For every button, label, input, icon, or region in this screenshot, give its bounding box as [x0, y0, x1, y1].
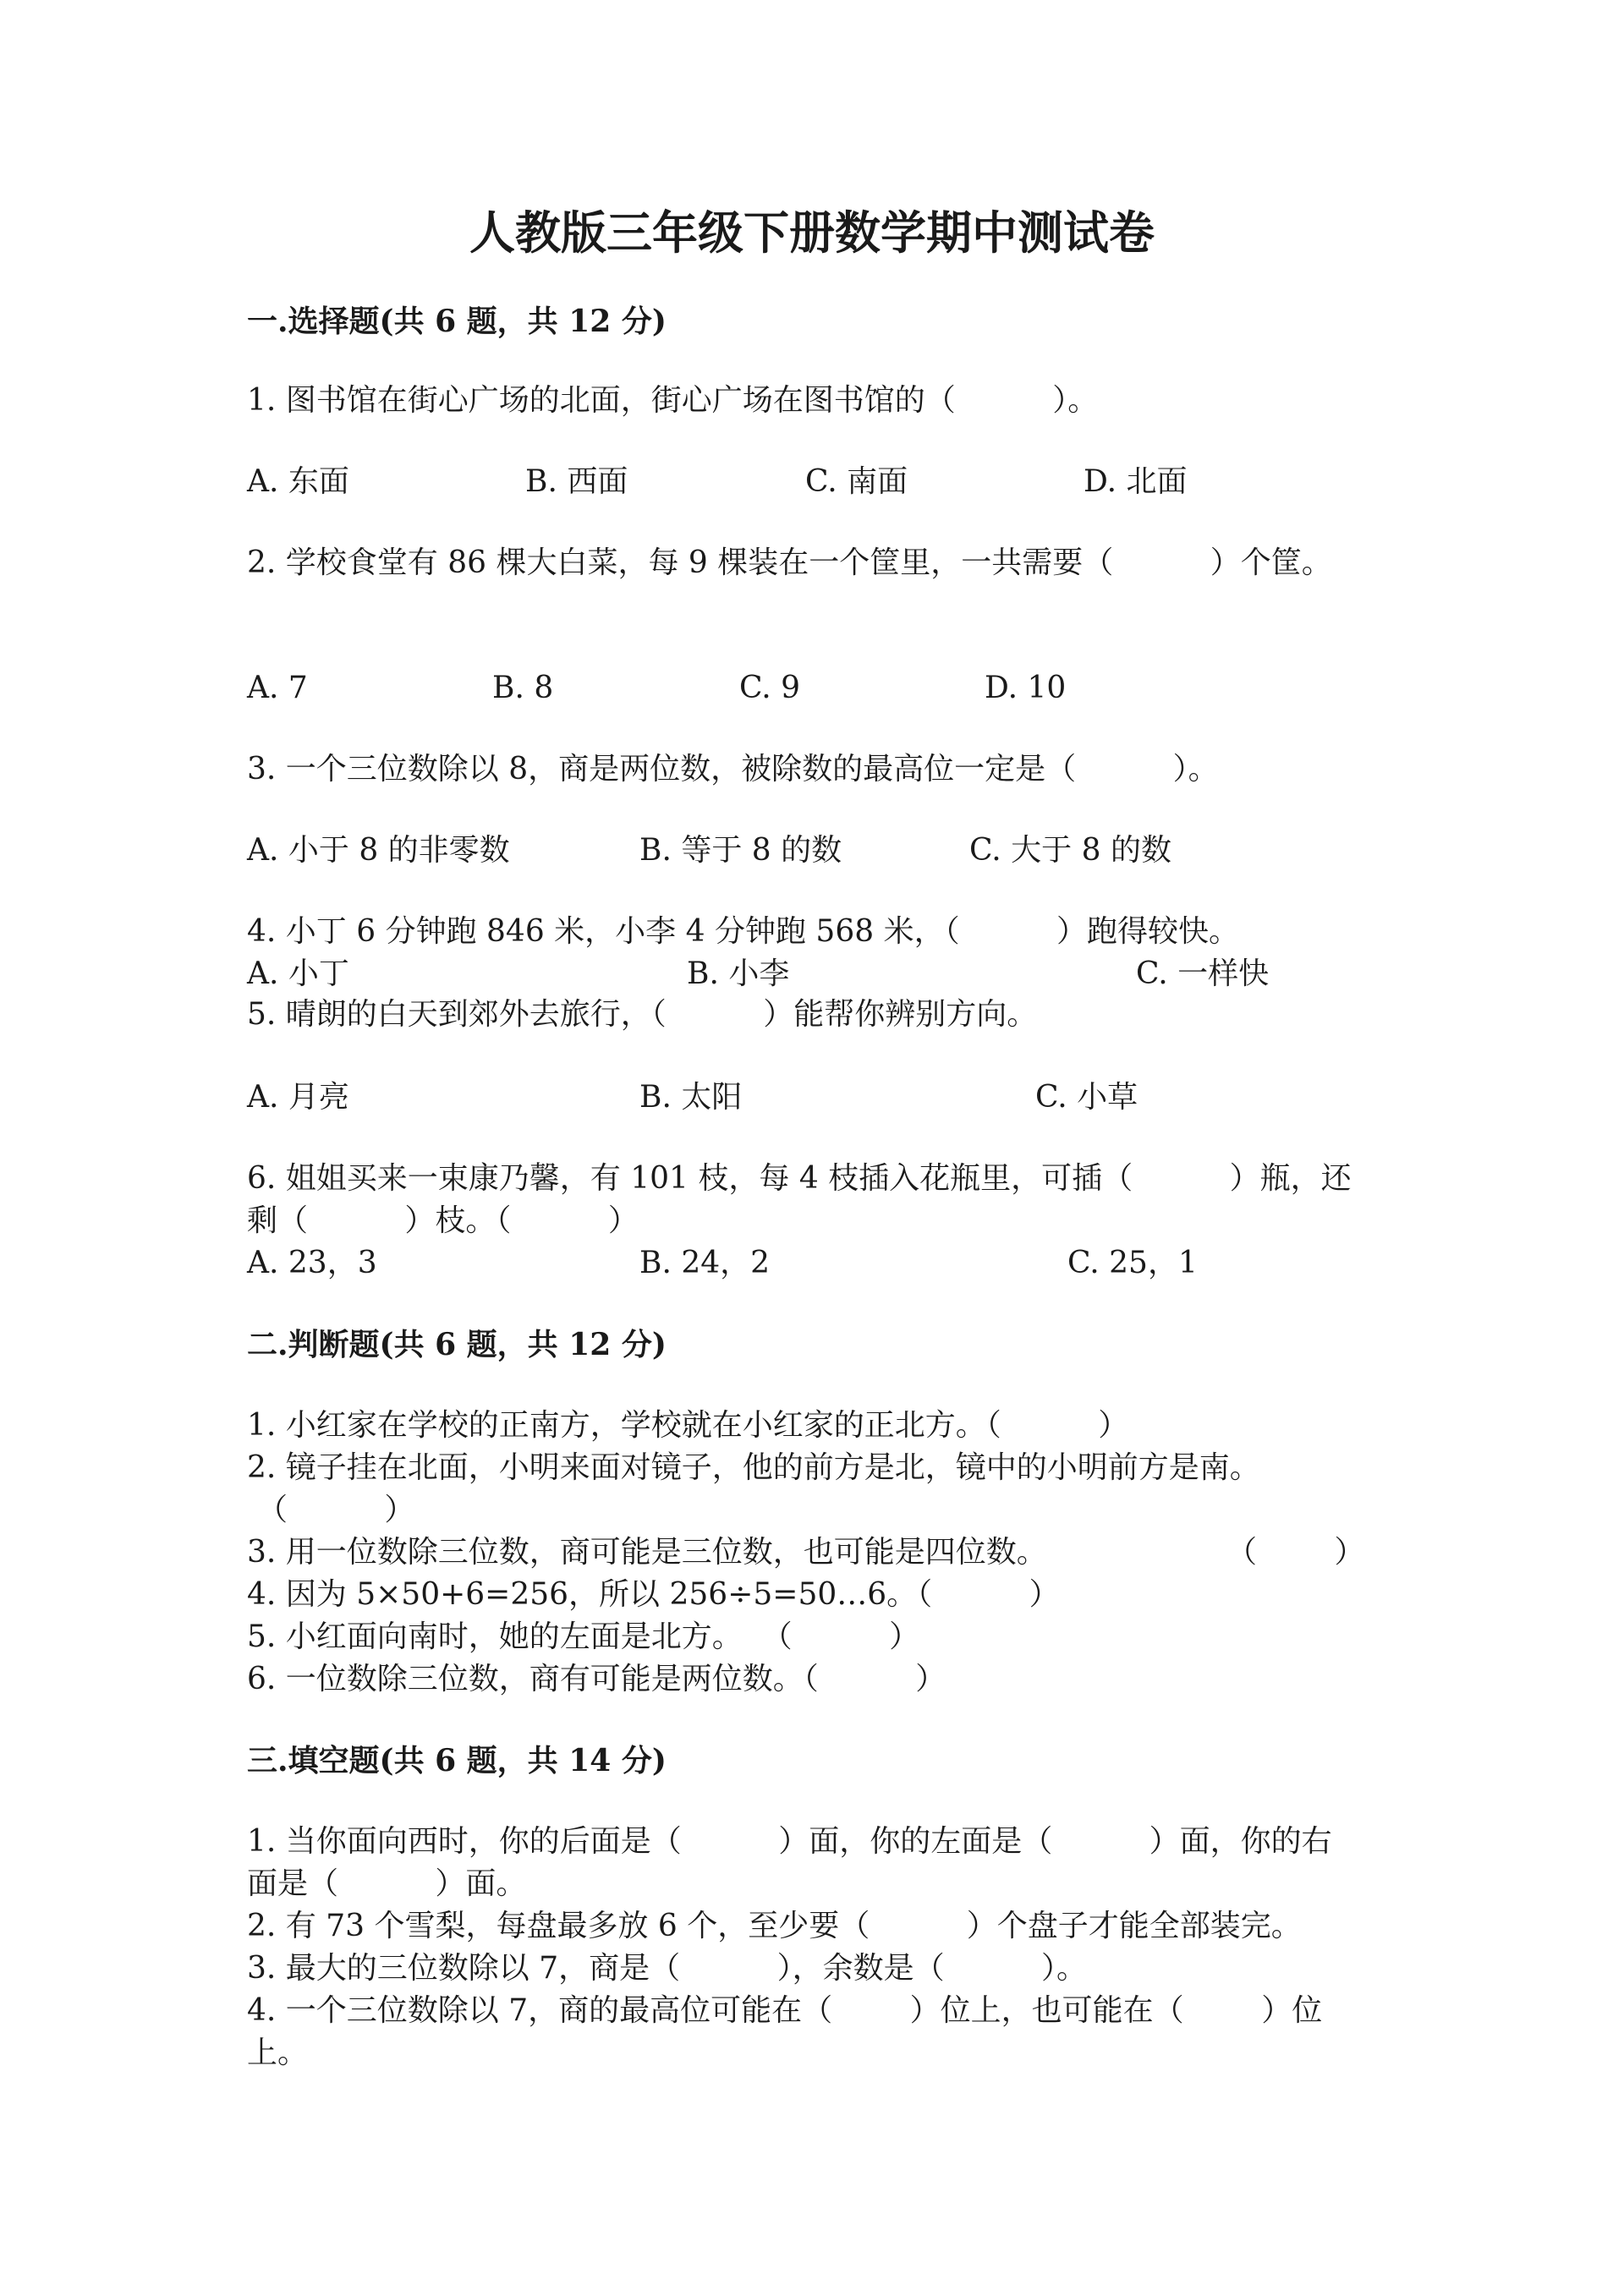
- judgment-line: 4. 因为 5×50+6=256，所以 256÷5=50…6。（ ）: [247, 1577, 1060, 1612]
- option-a: A. 小丁: [247, 956, 349, 991]
- judgment-answer-blank: （ ）: [1226, 1535, 1365, 1570]
- option-b: B. 太阳: [639, 1080, 743, 1115]
- question-1: 1. 图书馆在街心广场的北面，街心广场在图书馆的（ ）。: [247, 383, 1099, 418]
- fill-line: 面是（ ）面。: [247, 1866, 527, 1901]
- fill-line: 2. 有 73 个雪梨，每盘最多放 6 个，至少要（ ）个盘子才能全部装完。: [247, 1909, 1302, 1943]
- question-4: 4. 小丁 6 分钟跑 846 米，小李 4 分钟跑 568 米，（ ）跑得较快。: [247, 914, 1240, 949]
- judgment-line: 3. 用一位数除三位数，商可能是三位数，也可能是四位数。: [247, 1535, 1047, 1570]
- option-a: A. 东面: [247, 464, 349, 499]
- question-6-line-1: 6. 姐姐买来一束康乃馨，有 101 枝，每 4 枝插入花瓶里，可插（ ）瓶，还: [247, 1161, 1352, 1196]
- option-b: B. 等于 8 的数: [639, 833, 842, 868]
- judgment-line: 6. 一位数除三位数，商有可能是两位数。（ ）: [247, 1662, 946, 1696]
- option-c: C. 9: [739, 671, 801, 705]
- option-a: A. 7: [247, 671, 308, 705]
- judgment-line: （ ）: [257, 1493, 415, 1527]
- option-b: B. 24，2: [639, 1246, 771, 1280]
- section-heading-fill: 三.填空题(共 6 题，共 14 分): [247, 1743, 667, 1778]
- option-c: C. 小草: [1035, 1080, 1138, 1115]
- option-d: D. 10: [985, 671, 1067, 705]
- fill-line: 3. 最大的三位数除以 7，商是（ ），余数是（ ）。: [247, 1951, 1088, 1986]
- question-3: 3. 一个三位数除以 8，商是两位数，被除数的最高位一定是（ ）。: [247, 752, 1219, 786]
- section-heading-choice: 一.选择题(共 6 题，共 12 分): [247, 304, 667, 339]
- question-2: 2. 学校食堂有 86 棵大白菜，每 9 棵装在一个筐里，一共需要（ ）个筐。: [247, 545, 1332, 580]
- fill-line: 4. 一个三位数除以 7，商的最高位可能在（ ）位上，也可能在（ ）位: [247, 1993, 1323, 2028]
- question-6-line-2: 剩（ ）枝。（ ）: [247, 1203, 639, 1238]
- judgment-line: 1. 小红家在学校的正南方，学校就在小红家的正北方。（ ）: [247, 1408, 1129, 1443]
- option-c: C. 25，1: [1067, 1246, 1198, 1280]
- option-a: A. 月亮: [247, 1080, 349, 1115]
- question-5: 5. 晴朗的白天到郊外去旅行，（ ）能帮你辨别方向。: [247, 997, 1038, 1032]
- option-b: B. 8: [492, 671, 554, 705]
- option-c: C. 南面: [805, 464, 908, 499]
- option-b: B. 小李: [687, 956, 790, 991]
- option-c: C. 大于 8 的数: [969, 833, 1171, 868]
- section-heading-judgment: 二.判断题(共 6 题，共 12 分): [247, 1327, 667, 1362]
- option-c: C. 一样快: [1136, 956, 1270, 991]
- fill-line: 上。: [247, 2036, 309, 2070]
- fill-line: 1. 当你面向西时，你的后面是（ ）面，你的左面是（ ）面，你的右: [247, 1824, 1332, 1859]
- page-title: 人教版三年级下册数学期中测试卷: [469, 205, 1155, 260]
- option-a: A. 小于 8 的非零数: [247, 833, 510, 868]
- option-a: A. 23，3: [247, 1246, 377, 1280]
- judgment-line: 5. 小红面向南时，她的左面是北方。 （ ）: [247, 1619, 920, 1654]
- judgment-line: 2. 镜子挂在北面，小明来面对镜子，他的前方是北，镜中的小明前方是南。: [247, 1450, 1260, 1485]
- option-b: B. 西面: [525, 464, 628, 499]
- option-d: D. 北面: [1084, 464, 1188, 499]
